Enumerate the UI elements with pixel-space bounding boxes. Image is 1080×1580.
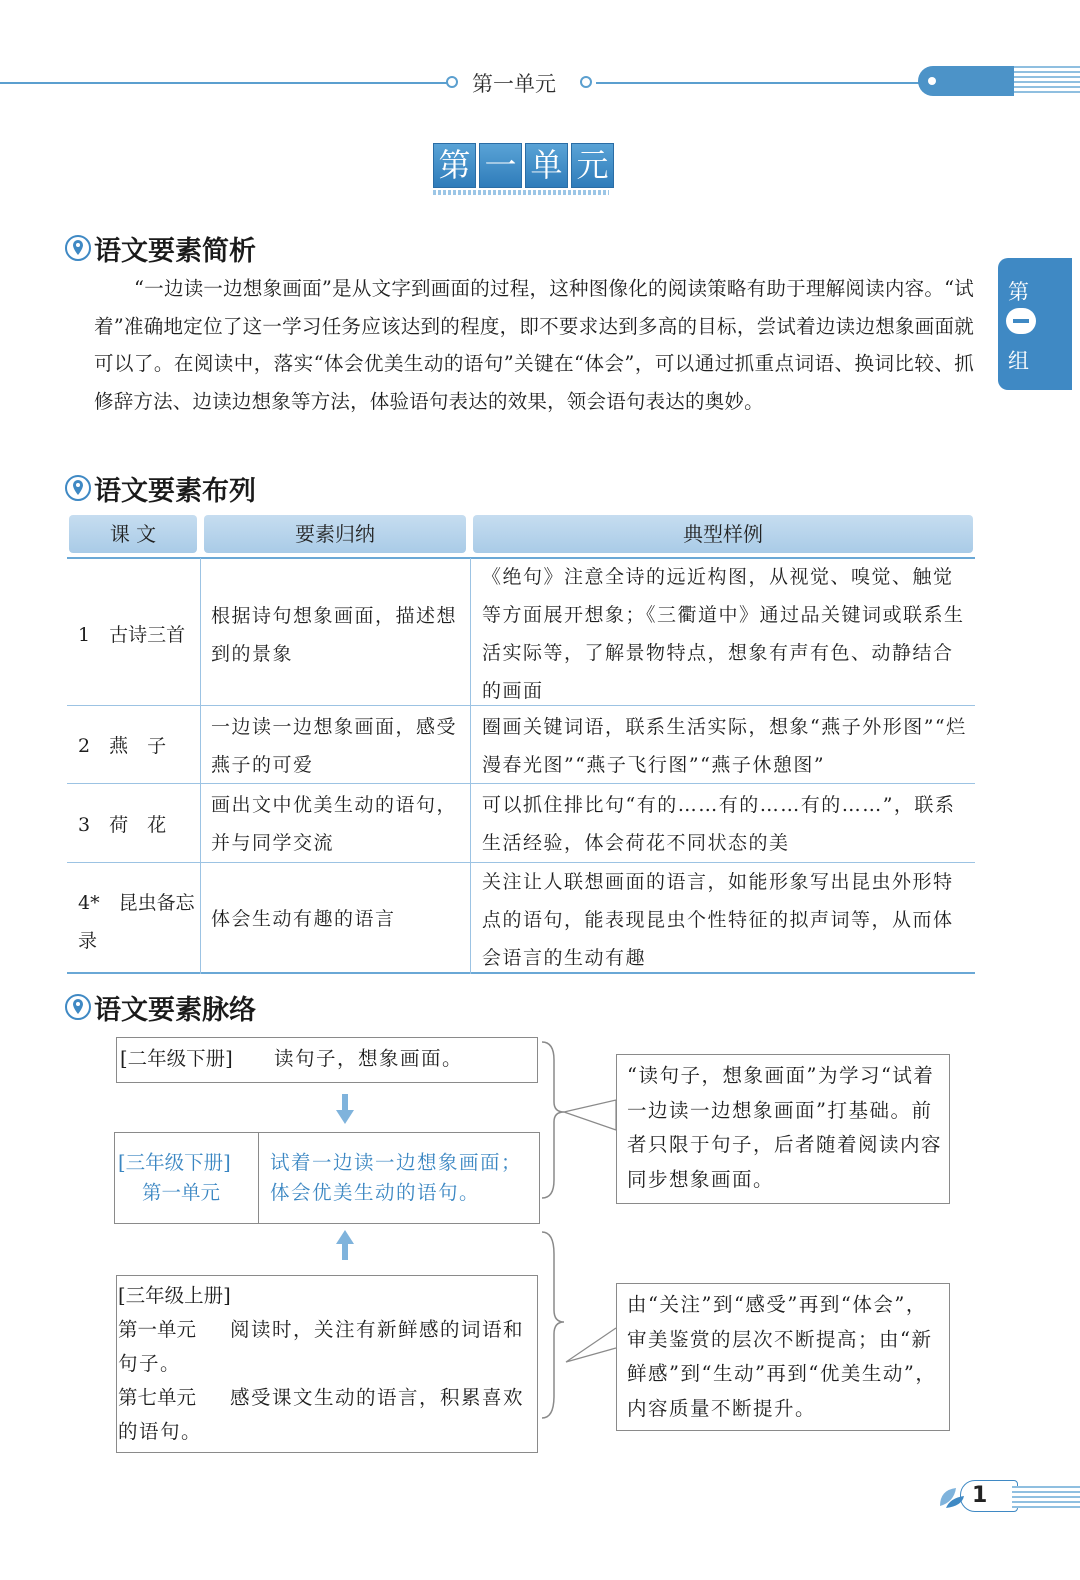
table-cell-example: 关注让人联想画面的语言，如能形象写出昆虫外形特点的语句，能表现昆虫个性特征的拟声词等，从而体会语言的生动有趣 xyxy=(482,871,954,969)
unit-title-char: 一 xyxy=(479,143,522,188)
location-pin-icon xyxy=(64,234,92,262)
grade3b-unit: 第一单元 xyxy=(142,1181,221,1204)
table-cell-example: 《绝句》注意全诗的远近构图，从视觉、嗅觉、触觉等方面展开想象；《三衢道中》通过品关键词或联系生活实际等，了解景物特点，想象有声有色、动静结合的画面 xyxy=(482,566,965,702)
section-heading-sequence xyxy=(64,989,256,1025)
brace-connector-top xyxy=(540,1040,620,1200)
side-tab-label-top: 第 xyxy=(1008,280,1029,304)
table-header-example: 典型样例 xyxy=(473,515,973,553)
note-2-text: 由“关注”到“感受”再到“体会”，审美鉴赏的层次不断提高；由“新鲜感”到“生动”再到“优美生动”，内容质量不断提升。 xyxy=(627,1293,937,1420)
table-cell-summary: 一边读一边想象画面，感受燕子的可爱 xyxy=(211,716,458,776)
table-cell-summary: 画出文中优美生动的语句，并与同学交流 xyxy=(211,794,458,854)
table-cell-lesson: 4* 昆虫备忘录 xyxy=(78,892,195,952)
table-cell-summary: 根据诗句想象画面，描述想到的景象 xyxy=(211,605,458,665)
unit-title-char: 单 xyxy=(525,143,568,188)
header-tab xyxy=(918,66,1014,96)
section-heading-analysis xyxy=(64,230,256,266)
table-header-summary: 要素归纳 xyxy=(204,515,466,553)
table-cell-lesson: 1 古诗三首 xyxy=(78,624,186,646)
header-dot-right xyxy=(580,76,592,88)
table-cell-lesson: 3 荷 花 xyxy=(78,814,167,836)
grade2-text: 读句子，想象画面。 xyxy=(274,1047,464,1070)
location-pin-icon xyxy=(64,993,92,1021)
page-number: 1 xyxy=(972,1483,988,1508)
analysis-paragraph: “一边读一边想象画面”是从文字到画面的过程，这种图像化的阅读策略有助于理解阅读内容。“试着”准确地定位了这一学习任务应该达到的程度，即不要求达到多高的目标，尝试着边读边想象画面就可以了。在阅读中，落实“体会优美生动的语句”关键在“体会”，可以通过抓重点词语、换词比较、抓修辞方法、边读边想象等方法，体验语句表达的效果，领会语句表达的奥妙。 xyxy=(94,277,974,413)
side-tab-number-one xyxy=(1006,308,1036,334)
section-heading-text: 语文要素布列 xyxy=(94,475,256,507)
arrow-down-icon xyxy=(336,1094,354,1126)
running-title: 第一单元 xyxy=(472,72,556,96)
side-tab-label-bottom: 组 xyxy=(1008,349,1029,373)
grade3a-unit1: 第一单元 xyxy=(118,1318,197,1341)
grade3a-text3: 感受课文生动的语言，积累喜欢 xyxy=(230,1386,525,1409)
header-rule-left xyxy=(0,82,455,84)
location-pin-icon xyxy=(64,474,92,502)
table-cell-summary: 体会生动有趣的语言 xyxy=(211,908,396,930)
table-cell-example: 可以抓住排比句“有的……有的……有的……”，联系生活经验，体会荷花不同状态的美 xyxy=(482,794,956,854)
grade3a-text2: 句子。 xyxy=(118,1352,182,1375)
grade3a-tag: [三年级上册] xyxy=(118,1284,231,1307)
section-heading-text: 语文要素脉络 xyxy=(94,994,256,1026)
footer-stripes xyxy=(1012,1486,1080,1508)
header-stripes xyxy=(1014,66,1080,96)
table-cell-example: 圈画关键词语，联系生活实际，想象“燕子外形图”“烂漫春光图”“燕子飞行图”“燕子休憩图” xyxy=(482,716,967,776)
table-cell-lesson: 2 燕 子 xyxy=(78,735,167,757)
table-col-rule xyxy=(470,558,471,974)
unit-title xyxy=(433,143,614,191)
header-rule-right xyxy=(596,82,926,84)
grade3b-text-line1: 试着一边读一边想象画面； xyxy=(270,1151,523,1174)
note-box-2 xyxy=(616,1283,950,1431)
unit-title-char: 元 xyxy=(571,143,614,188)
unit-title-char: 第 xyxy=(433,143,476,188)
table-col-rule xyxy=(200,558,201,974)
header-dot-left xyxy=(446,76,458,88)
grade3a-text4: 的语句。 xyxy=(118,1420,203,1443)
arrow-up-icon xyxy=(336,1228,354,1260)
grade2-tag: [二年级下册] xyxy=(120,1047,233,1070)
section-heading-layout xyxy=(64,470,256,506)
section-heading-text: 语文要素简析 xyxy=(94,235,256,267)
table-header-lesson: 课 文 xyxy=(69,515,197,553)
grade3b-tag: [三年级下册] xyxy=(118,1151,231,1174)
grade3b-text-line2: 体会优美生动的语句。 xyxy=(270,1181,481,1204)
unit-title-underline xyxy=(433,190,609,195)
grade3a-text1: 阅读时，关注有新鲜感的词语和 xyxy=(230,1318,525,1341)
grade3b-divider xyxy=(258,1132,259,1223)
grade3a-unit7: 第七单元 xyxy=(118,1386,197,1409)
brace-connector-bottom xyxy=(540,1230,620,1420)
page-number-frame xyxy=(960,1480,1018,1512)
side-group-tab xyxy=(998,258,1072,390)
note-1-text: “读句子，想象画面”为学习“试着一边读一边想象画面”打基础。前者只限于句子，后者随着阅读内容同步想象画面。 xyxy=(627,1064,943,1191)
note-box-1 xyxy=(616,1054,950,1204)
